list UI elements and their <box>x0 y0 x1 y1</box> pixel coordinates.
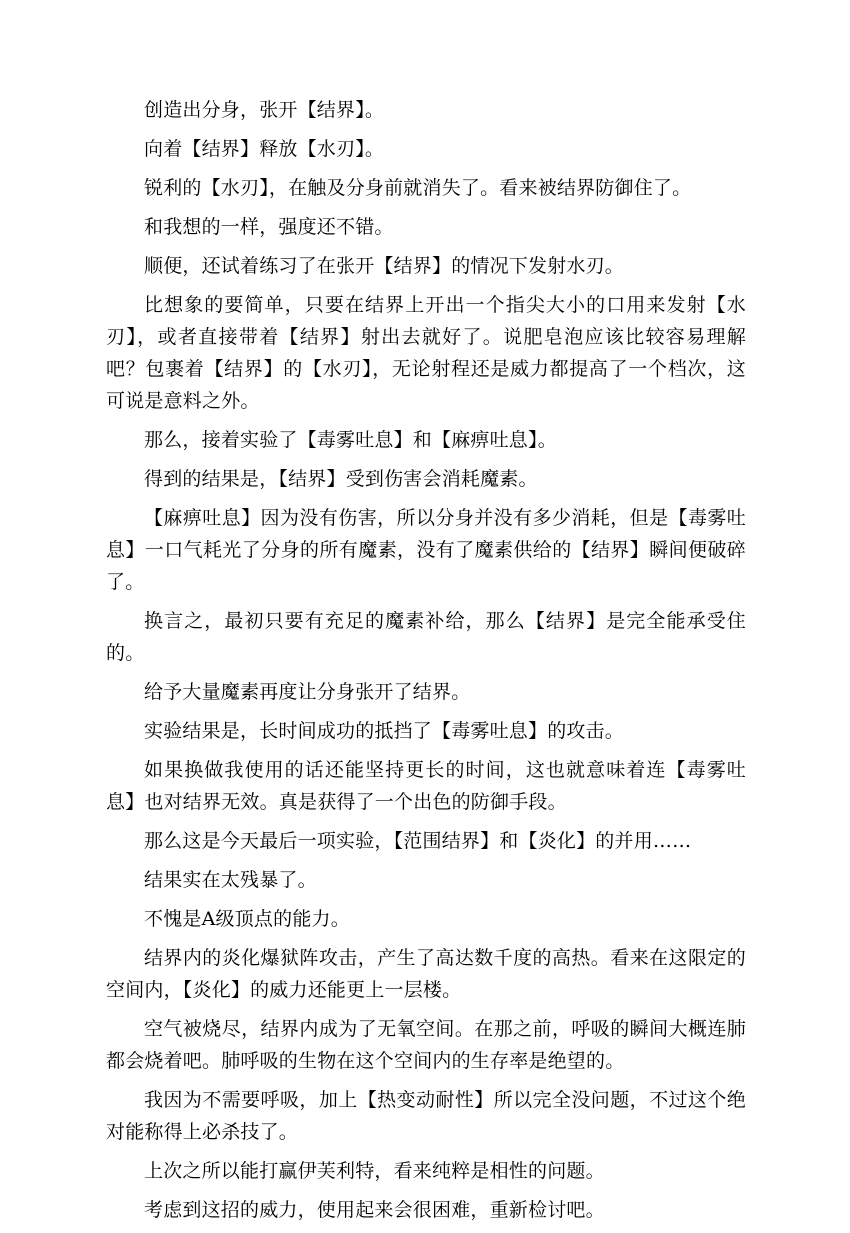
paragraph: 结界内的炎化爆狱阵攻击，产生了高达数千度的高热。看来在这限定的空间内，【炎化】的威力还能更上一层楼。 <box>106 947 746 1001</box>
paragraph: 那么这是今天最后一项实验，【范围结界】和【炎化】的并用…… <box>144 830 692 852</box>
paragraph: 顺便，还试着练习了在张开【结界】的情况下发射水刃。 <box>144 255 625 277</box>
paragraph: 如果换做我使用的话还能坚持更长的时间，这也就意味着连【毒雾吐息】也对结界无效。真是获得了一个出色的防御手段。 <box>106 759 746 813</box>
paragraph: 给予大量魔素再度让分身张开了结界。 <box>144 681 471 703</box>
paragraph: 换言之，最初只要有充足的魔素补给，那么【结界】是完全能承受住的。 <box>106 610 746 664</box>
paragraph: 向着【结界】释放【水刃】。 <box>144 138 385 160</box>
paragraph: 空气被烧尽，结界内成为了无氧空间。在那之前，呼吸的瞬间大概连肺都会烧着吧。肺呼吸的生物在这个空间内的生存率是绝望的。 <box>106 1018 746 1072</box>
paragraph: 【麻痹吐息】因为没有伤害，所以分身并没有多少消耗，但是【毒雾吐息】一口气耗光了分身的所有魔素，没有了魔素供给的【结界】瞬间便破碎了。 <box>106 507 746 593</box>
paragraph: 上次之所以能打赢伊芙利特，看来纯粹是相性的问题。 <box>144 1160 605 1182</box>
paragraph: 锐利的【水刃】，在触及分身前就消失了。看来被结界防御住了。 <box>144 177 692 199</box>
paragraph: 得到的结果是，【结界】受到伤害会消耗魔素。 <box>144 468 538 490</box>
paragraph: 结果实在太残暴了。 <box>144 869 317 891</box>
paragraph: 不愧是A级顶点的能力。 <box>144 908 350 930</box>
paragraph: 创造出分身，张开【结界】。 <box>144 99 385 121</box>
paragraph: 和我想的一样，强度还不错。 <box>144 216 394 238</box>
document-body <box>106 94 746 1233</box>
paragraph: 实验结果是，长时间成功的抵挡了【毒雾吐息】的攻击。 <box>144 720 625 742</box>
paragraph: 那么，接着实验了【毒雾吐息】和【麻痹吐息】。 <box>144 429 557 451</box>
paragraph: 我因为不需要呼吸，加上【热变动耐性】所以完全没问题，不过这个绝对能称得上必杀技了。 <box>106 1089 746 1143</box>
paragraph: 考虑到这招的威力，使用起来会很困难，重新检讨吧。 <box>144 1199 605 1221</box>
paragraph: 比想象的要简单，只要在结界上开出一个指尖大小的口用来发射【水刃】，或者直接带着【结界】射出去就好了。说肥皂泡应该比较容易理解吧？包裹着【结界】的【水刃】，无论射程还是威力都提高了一个档次，这可说是意料之外。 <box>106 294 746 412</box>
